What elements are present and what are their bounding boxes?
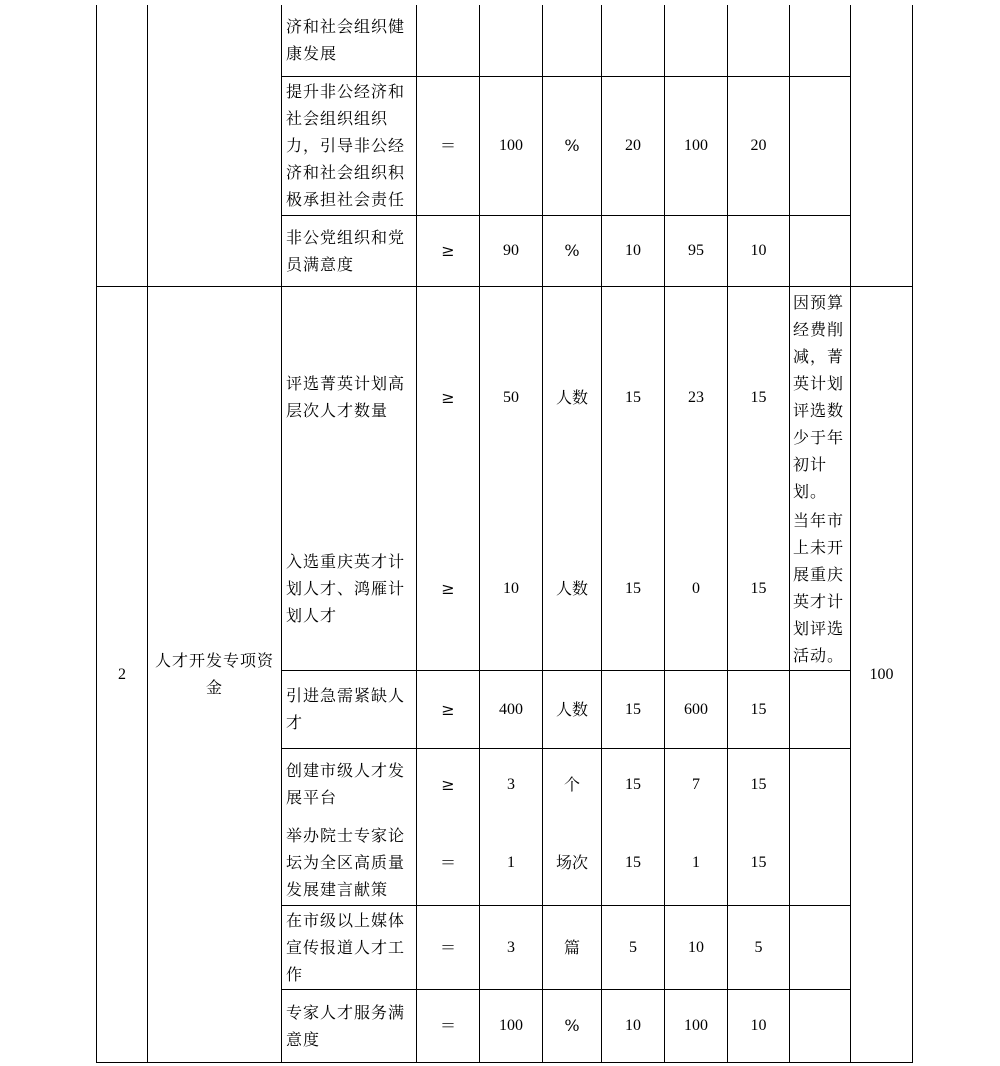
remark-cell-empty	[790, 670, 851, 748]
weight-cell	[602, 5, 665, 76]
target-cell	[480, 5, 543, 76]
target-cell: 3	[480, 905, 543, 989]
operator-cell	[417, 5, 480, 76]
target-cell: 100	[480, 76, 543, 215]
actual-cell: 0	[665, 508, 728, 670]
weight-cell: 20	[602, 76, 665, 215]
index-cell: 2	[97, 286, 148, 1062]
unit-cell: 人数	[543, 508, 602, 670]
weight-cell: 15	[602, 670, 665, 748]
table-row	[97, 5, 913, 76]
score-cell: 15	[728, 508, 790, 670]
remark-cell-empty	[790, 748, 851, 820]
weight-cell: 15	[602, 508, 665, 670]
remark-cell-empty	[790, 5, 851, 76]
weight-cell: 10	[602, 989, 665, 1062]
project-name-cell-empty	[148, 5, 282, 286]
actual-cell: 600	[665, 670, 728, 748]
target-cell: 3	[480, 748, 543, 820]
unit-cell: 人数	[543, 286, 602, 508]
unit-cell: 篇	[543, 905, 602, 989]
actual-cell	[665, 5, 728, 76]
score-cell: 15	[728, 748, 790, 820]
operator-cell: ≥	[417, 748, 480, 820]
operator-cell: ≥	[417, 508, 480, 670]
indicator-cell: 引进急需紧缺人才	[282, 670, 417, 748]
total-score-cell: 100	[851, 286, 913, 1062]
performance-table	[96, 5, 913, 1063]
score-cell	[728, 5, 790, 76]
project-name-cell: 人才开发专项资金	[148, 286, 282, 1062]
remark-text: 因预算经费削减，菁英计划评选数少于年初计划。	[793, 293, 845, 501]
actual-cell: 1	[665, 820, 728, 905]
score-cell: 20	[728, 76, 790, 215]
unit-cell: %	[543, 215, 602, 286]
actual-cell: 100	[665, 76, 728, 215]
indicator-cell: 举办院士专家论坛为全区高质量发展建言献策	[282, 820, 417, 905]
unit-cell	[543, 5, 602, 76]
unit-cell: %	[543, 989, 602, 1062]
target-cell: 50	[480, 286, 543, 508]
remark-cell-empty	[790, 820, 851, 905]
weight-cell: 15	[602, 820, 665, 905]
target-cell: 90	[480, 215, 543, 286]
weight-cell: 15	[602, 748, 665, 820]
remark-cell	[790, 286, 851, 670]
score-cell: 10	[728, 989, 790, 1062]
indicator-cell: 入选重庆英才计划人才、鸿雁计划人才	[282, 508, 417, 670]
unit-cell: 场次	[543, 820, 602, 905]
target-cell: 100	[480, 989, 543, 1062]
unit-cell: %	[543, 76, 602, 215]
score-cell: 10	[728, 215, 790, 286]
remark-cell-empty	[790, 215, 851, 286]
target-cell: 1	[480, 820, 543, 905]
indicator-cell: 济和社会组织健康发展	[282, 5, 417, 76]
actual-cell: 7	[665, 748, 728, 820]
indicator-cell: 创建市级人才发展平台	[282, 748, 417, 820]
index-cell-empty	[97, 5, 148, 286]
operator-cell: ＝	[417, 76, 480, 215]
actual-cell: 95	[665, 215, 728, 286]
score-cell: 5	[728, 905, 790, 989]
indicator-cell: 在市级以上媒体宣传报道人才工作	[282, 905, 417, 989]
remark-cell-empty	[790, 989, 851, 1062]
table-row	[97, 286, 913, 508]
unit-cell: 个	[543, 748, 602, 820]
total-score-cell-empty	[851, 5, 913, 286]
operator-cell: ＝	[417, 820, 480, 905]
score-cell: 15	[728, 820, 790, 905]
remark-cell-empty	[790, 76, 851, 215]
weight-cell: 15	[602, 286, 665, 508]
operator-cell: ≥	[417, 286, 480, 508]
remark-text: 当年市上未开展重庆英才计划评选活动。	[793, 511, 845, 665]
indicator-cell: 非公党组织和党员满意度	[282, 215, 417, 286]
indicator-cell: 提升非公经济和社会组织组织力，引导非公经济和社会组织积极承担社会责任	[282, 76, 417, 215]
remark-cell-empty	[790, 905, 851, 989]
target-cell: 10	[480, 508, 543, 670]
actual-cell: 100	[665, 989, 728, 1062]
target-cell: 400	[480, 670, 543, 748]
operator-cell: ＝	[417, 989, 480, 1062]
score-cell: 15	[728, 670, 790, 748]
indicator-cell: 专家人才服务满意度	[282, 989, 417, 1062]
unit-cell: 人数	[543, 670, 602, 748]
actual-cell: 23	[665, 286, 728, 508]
weight-cell: 10	[602, 215, 665, 286]
weight-cell: 5	[602, 905, 665, 989]
indicator-cell: 评选菁英计划高层次人才数量	[282, 286, 417, 508]
operator-cell: ≥	[417, 670, 480, 748]
operator-cell: ≥	[417, 215, 480, 286]
score-cell: 15	[728, 286, 790, 508]
actual-cell: 10	[665, 905, 728, 989]
operator-cell: ＝	[417, 905, 480, 989]
